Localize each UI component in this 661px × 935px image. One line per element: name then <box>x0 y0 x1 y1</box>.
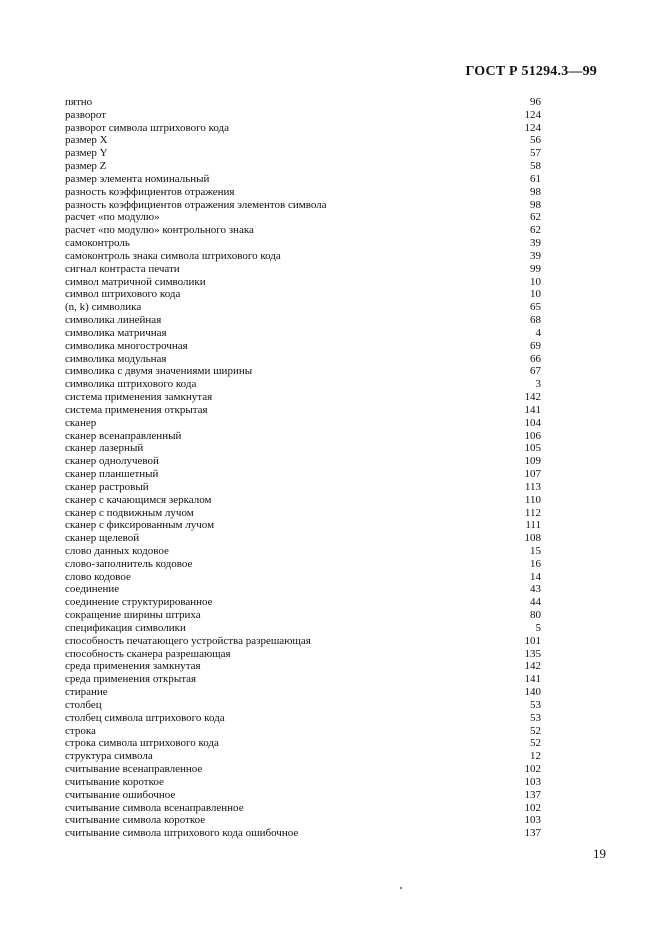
index-page-ref: 101 <box>524 634 541 647</box>
index-page-ref: 103 <box>524 775 541 788</box>
index-page-ref: 53 <box>530 698 541 711</box>
index-entry <box>65 519 541 532</box>
index-entry <box>65 737 541 750</box>
index-term: слово кодовое <box>65 570 131 583</box>
index-term: сигнал контраста печати <box>65 262 180 275</box>
index-term: символ штрихового кода <box>65 288 181 301</box>
index-term: сканер однолучевой <box>65 455 159 468</box>
page-number: 19 <box>593 846 606 861</box>
index-page-ref: 102 <box>524 801 541 814</box>
index-entry <box>65 378 541 391</box>
index-entry <box>65 532 541 545</box>
index-entry <box>65 648 541 661</box>
index-entry <box>65 545 541 558</box>
index-term: разность коэффициентов отражения <box>65 185 235 198</box>
index-entry <box>65 263 541 276</box>
index-page-ref: 65 <box>530 301 541 314</box>
index-entry <box>65 673 541 686</box>
index-page-ref: 62 <box>530 224 541 237</box>
index-term: стирание <box>65 686 108 699</box>
index-page-ref: 39 <box>530 249 541 262</box>
index-term: способность сканера разрешающая <box>65 647 231 660</box>
index-entry <box>65 301 541 314</box>
index-term: считывание всенаправленное <box>65 763 203 776</box>
index-page-ref: 106 <box>524 429 541 442</box>
index-page-ref: 99 <box>530 262 541 275</box>
index-term: среда применения замкнутая <box>65 660 201 673</box>
index-term: символика штрихового кода <box>65 378 197 391</box>
index-term: система применения открытая <box>65 403 208 416</box>
index-entry <box>65 583 541 596</box>
index-term: способность печатающего устройства разрешающая <box>65 634 311 647</box>
index-entry <box>65 596 541 609</box>
index-term: считывание символа штрихового кода ошибочное <box>65 827 299 840</box>
index-entry <box>65 211 541 224</box>
index-page-ref: 107 <box>524 468 541 481</box>
index-page-ref: 67 <box>530 365 541 378</box>
index-term: строка символа штрихового кода <box>65 737 219 750</box>
index-page-ref: 53 <box>530 711 541 724</box>
index-term: символика линейная <box>65 314 162 327</box>
index-entry <box>65 186 541 199</box>
index-term: самоконтроль знака символа штрихового кода <box>65 249 281 262</box>
index-page-ref: 113 <box>524 480 541 493</box>
index-page-ref: 141 <box>524 673 541 686</box>
index-entry <box>65 353 541 366</box>
index-page-ref: 141 <box>524 403 541 416</box>
index-term: сканер планшетный <box>65 468 159 481</box>
index-entry <box>65 276 541 289</box>
index-entry <box>65 237 541 250</box>
index-entry <box>65 789 541 802</box>
index-entry <box>65 442 541 455</box>
index-term: размер X <box>65 134 108 147</box>
index-term: символика матричная <box>65 326 167 339</box>
index-term: сканер <box>65 416 97 429</box>
index-entry <box>65 507 541 520</box>
index-term: соединение <box>65 583 120 596</box>
index-page-ref: 110 <box>524 493 541 506</box>
index-entry <box>65 134 541 147</box>
index-page-ref: 108 <box>524 532 541 545</box>
index-term: сканер растровый <box>65 480 149 493</box>
index-term: разворот <box>65 108 107 121</box>
index-term: столбец символа штрихового кода <box>65 711 225 724</box>
index-term: строка <box>65 724 96 737</box>
index-entry <box>65 609 541 622</box>
index-entry <box>65 712 541 725</box>
index-page-ref: 98 <box>530 185 541 198</box>
index-term: сканер щелевой <box>65 532 140 545</box>
index-term: символика многострочная <box>65 339 188 352</box>
index-term: (n, k) символика <box>65 301 142 314</box>
index-entry <box>65 455 541 468</box>
index-entry <box>65 199 541 212</box>
index-entry <box>65 750 541 763</box>
index-page-ref: 112 <box>524 506 541 519</box>
index-page-ref: 142 <box>524 660 541 673</box>
index-term: пятно <box>65 96 93 108</box>
index-entry <box>65 404 541 417</box>
index-page-ref: 43 <box>530 583 541 596</box>
index-entry <box>65 660 541 673</box>
index-page-ref: 62 <box>530 211 541 224</box>
index-term: сканер с подвижным лучом <box>65 506 194 519</box>
index-page-ref: 12 <box>530 750 541 763</box>
index-entry <box>65 288 541 301</box>
index-entry <box>65 776 541 789</box>
index-page-ref: 96 <box>530 96 541 108</box>
index-page-ref: 57 <box>530 147 541 160</box>
index-term: структура символа <box>65 750 153 763</box>
index-term: разность коэффициентов отражения элементов символа <box>65 198 327 211</box>
index-page-ref: 124 <box>524 121 541 134</box>
index-page-ref: 52 <box>530 724 541 737</box>
index-entry <box>65 430 541 443</box>
index-page-ref: 58 <box>530 160 541 173</box>
index-entry <box>65 250 541 263</box>
index-entry <box>65 314 541 327</box>
index-term: столбец <box>65 698 102 711</box>
index-term: сканер всенаправленный <box>65 429 182 442</box>
index-term: считывание короткое <box>65 775 164 788</box>
index-term: символика с двумя значениями ширины <box>65 365 253 378</box>
index-term: размер элемента номинальный <box>65 172 210 185</box>
index-term: сканер лазерный <box>65 442 144 455</box>
index-entry <box>65 173 541 186</box>
index-term: спецификация символики <box>65 621 186 634</box>
index-entry <box>65 160 541 173</box>
index-term: символика модульная <box>65 352 167 365</box>
index-page-ref: 3 <box>535 378 541 391</box>
index-term: система применения замкнутая <box>65 391 213 404</box>
index-entry <box>65 122 541 135</box>
document-header <box>465 64 597 80</box>
index-entry <box>65 391 541 404</box>
index-term: слово данных кодовое <box>65 544 169 557</box>
index-entry <box>65 725 541 738</box>
index-page-ref: 39 <box>530 237 541 250</box>
index-page-ref: 5 <box>535 621 541 634</box>
index-entry <box>65 802 541 815</box>
index-entry <box>65 147 541 160</box>
index-term: слово-заполнитель кодовое <box>65 557 193 570</box>
scan-artifact-dot <box>400 887 402 889</box>
index-term: соединение структурированное <box>65 596 213 609</box>
index-entry <box>65 827 541 840</box>
index-entry <box>65 327 541 340</box>
index-page-ref: 56 <box>530 134 541 147</box>
index-entry <box>65 814 541 827</box>
index-term: сокращение ширины штриха <box>65 609 201 622</box>
index-entry <box>65 635 541 648</box>
index-page-ref: 98 <box>530 198 541 211</box>
index-page-ref: 15 <box>530 544 541 557</box>
index-page-ref: 104 <box>524 416 541 429</box>
index-entry <box>65 571 541 584</box>
index-page-ref: 10 <box>530 275 541 288</box>
index-term: считывание ошибочное <box>65 788 176 801</box>
index-page-ref: 137 <box>524 788 541 801</box>
index-entry <box>65 96 541 109</box>
index-term: размер Y <box>65 147 108 160</box>
index-entry <box>65 340 541 353</box>
index-page-ref: 16 <box>530 557 541 570</box>
index-entry <box>65 417 541 430</box>
index-entry <box>65 686 541 699</box>
index-term: расчет «по модулю» <box>65 211 160 224</box>
index-page-ref: 10 <box>530 288 541 301</box>
index-entry <box>65 622 541 635</box>
index-page-ref: 44 <box>530 596 541 609</box>
index-term: считывание символа короткое <box>65 814 206 827</box>
index-entry <box>65 109 541 122</box>
index-entry <box>65 763 541 776</box>
index-entry <box>65 365 541 378</box>
index-entry <box>65 468 541 481</box>
index-entry <box>65 481 541 494</box>
index-page-ref: 66 <box>530 352 541 365</box>
index-page-ref: 4 <box>535 326 541 339</box>
index-page-ref: 14 <box>530 570 541 583</box>
index-entry <box>65 494 541 507</box>
index-entry <box>65 224 541 237</box>
index-page-ref: 109 <box>524 455 541 468</box>
index-page-ref: 142 <box>524 391 541 404</box>
index-term: размер Z <box>65 160 107 173</box>
index-page-ref: 135 <box>524 647 541 660</box>
index-page-ref: 124 <box>524 108 541 121</box>
index-term: разворот символа штрихового кода <box>65 121 230 134</box>
index-term: расчет «по модулю» контрольного знака <box>65 224 254 237</box>
index-term: среда применения открытая <box>65 673 197 686</box>
index-term: самоконтроль <box>65 237 130 250</box>
index-page-ref: 102 <box>524 763 541 776</box>
standard-code: ГОСТ Р 51294.3—99 <box>465 64 597 79</box>
index-entry <box>65 699 541 712</box>
index-term: сканер с фиксированным лучом <box>65 519 215 532</box>
index-entry <box>65 558 541 571</box>
index-page-ref: 52 <box>530 737 541 750</box>
index-page-ref: 69 <box>530 339 541 352</box>
alphabetical-index <box>65 96 541 840</box>
index-page-ref: 111 <box>525 519 541 532</box>
index-page-ref: 68 <box>530 314 541 327</box>
index-page-ref: 61 <box>530 172 541 185</box>
index-term: считывание символа всенаправленное <box>65 801 244 814</box>
index-term: символ матричной символики <box>65 275 206 288</box>
index-page-ref: 105 <box>524 442 541 455</box>
index-page-ref: 103 <box>524 814 541 827</box>
index-page-ref: 137 <box>524 827 541 840</box>
index-page-ref: 140 <box>524 686 541 699</box>
index-page-ref: 80 <box>530 609 541 622</box>
index-term: сканер с качающимся зеркалом <box>65 493 212 506</box>
